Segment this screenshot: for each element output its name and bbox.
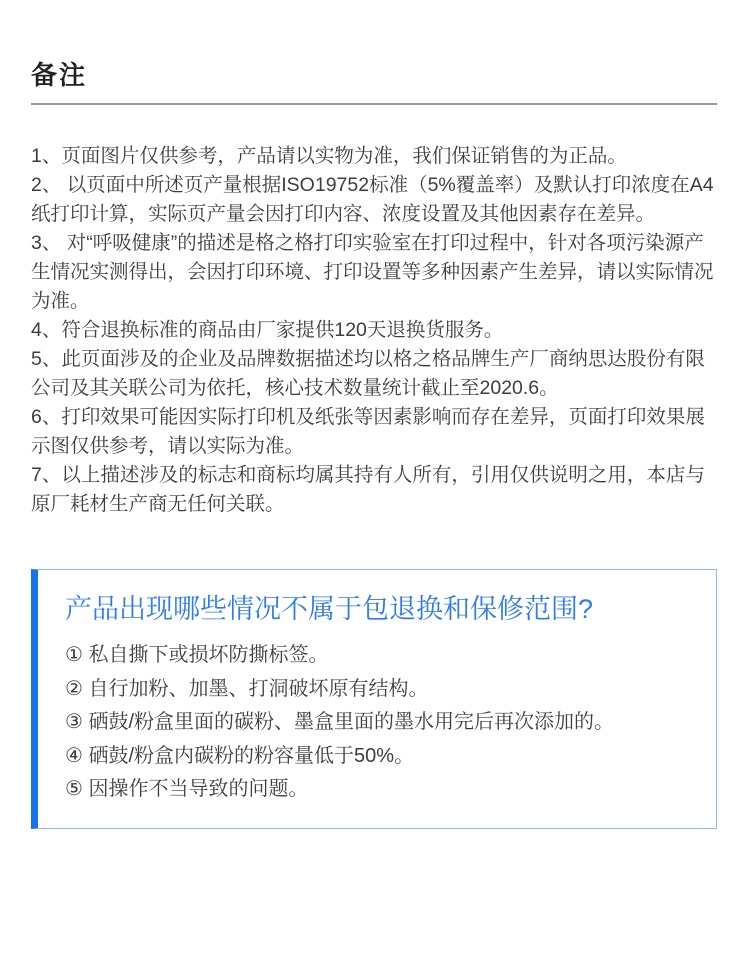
note-item: 5、此页面涉及的企业及品牌数据描述均以格之格品牌生产厂商纳思达股份有限公司及其关联公司为依托，核心技术数量统计截止至2020.6。 <box>31 348 705 399</box>
note-item: 1、页面图片仅供参考，产品请以实物为准，我们保证销售的为正品。 <box>31 145 627 167</box>
note-item: 3、 对“呼吸健康”的描述是格之格打印实验室在打印过程中，针对各项污染源产生情况实测得出，会因打印环境、打印设置等多种因素产生差异，请以实际情况为准。 <box>31 232 714 312</box>
note-item: 2、 以页面中所述页产量根据ISO19752标准（5%覆盖率）及默认打印浓度在A4纸打印计算，实际页产量会因打印内容、浓度设置及其他因素存在差异。 <box>31 174 714 225</box>
warranty-box-title: 产品出现哪些情况不属于包退换和保修范围? <box>65 594 594 624</box>
note-item: 6、打印效果可能因实际打印机及纸张等因素影响而存在差异，页面打印效果展示图仅供参考，请以实际为准。 <box>31 406 705 457</box>
warranty-exclusion-item: ② 自行加粉、加墨、打洞破坏原有结构。 <box>65 677 429 700</box>
warranty-exclusion-item: ③ 硒鼓/粉盒里面的碳粉、墨盒里面的墨水用完后再次添加的。 <box>65 711 615 733</box>
warranty-exclusion-item: ① 私自撕下或损坏防撕标签。 <box>65 644 329 666</box>
title-divider <box>31 103 717 105</box>
warranty-exclusion-item: ⑤ 因操作不当导致的问题。 <box>65 778 309 800</box>
note-item: 4、符合退换标准的商品由厂家提供120天退换货服务。 <box>31 319 504 341</box>
warranty-exclusion-item: ④ 硒鼓/粉盒内碳粉的粉容量低于50%。 <box>65 744 415 767</box>
notes-list <box>31 142 717 519</box>
note-item: 7、以上描述涉及的标志和商标均属其持有人所有，引用仅供说明之用，本店与原厂耗材生产商无任何关联。 <box>31 464 705 515</box>
warranty-exclusions-box <box>31 569 717 829</box>
page-title: 备注 <box>31 60 88 90</box>
warranty-exclusions-list <box>65 639 688 807</box>
